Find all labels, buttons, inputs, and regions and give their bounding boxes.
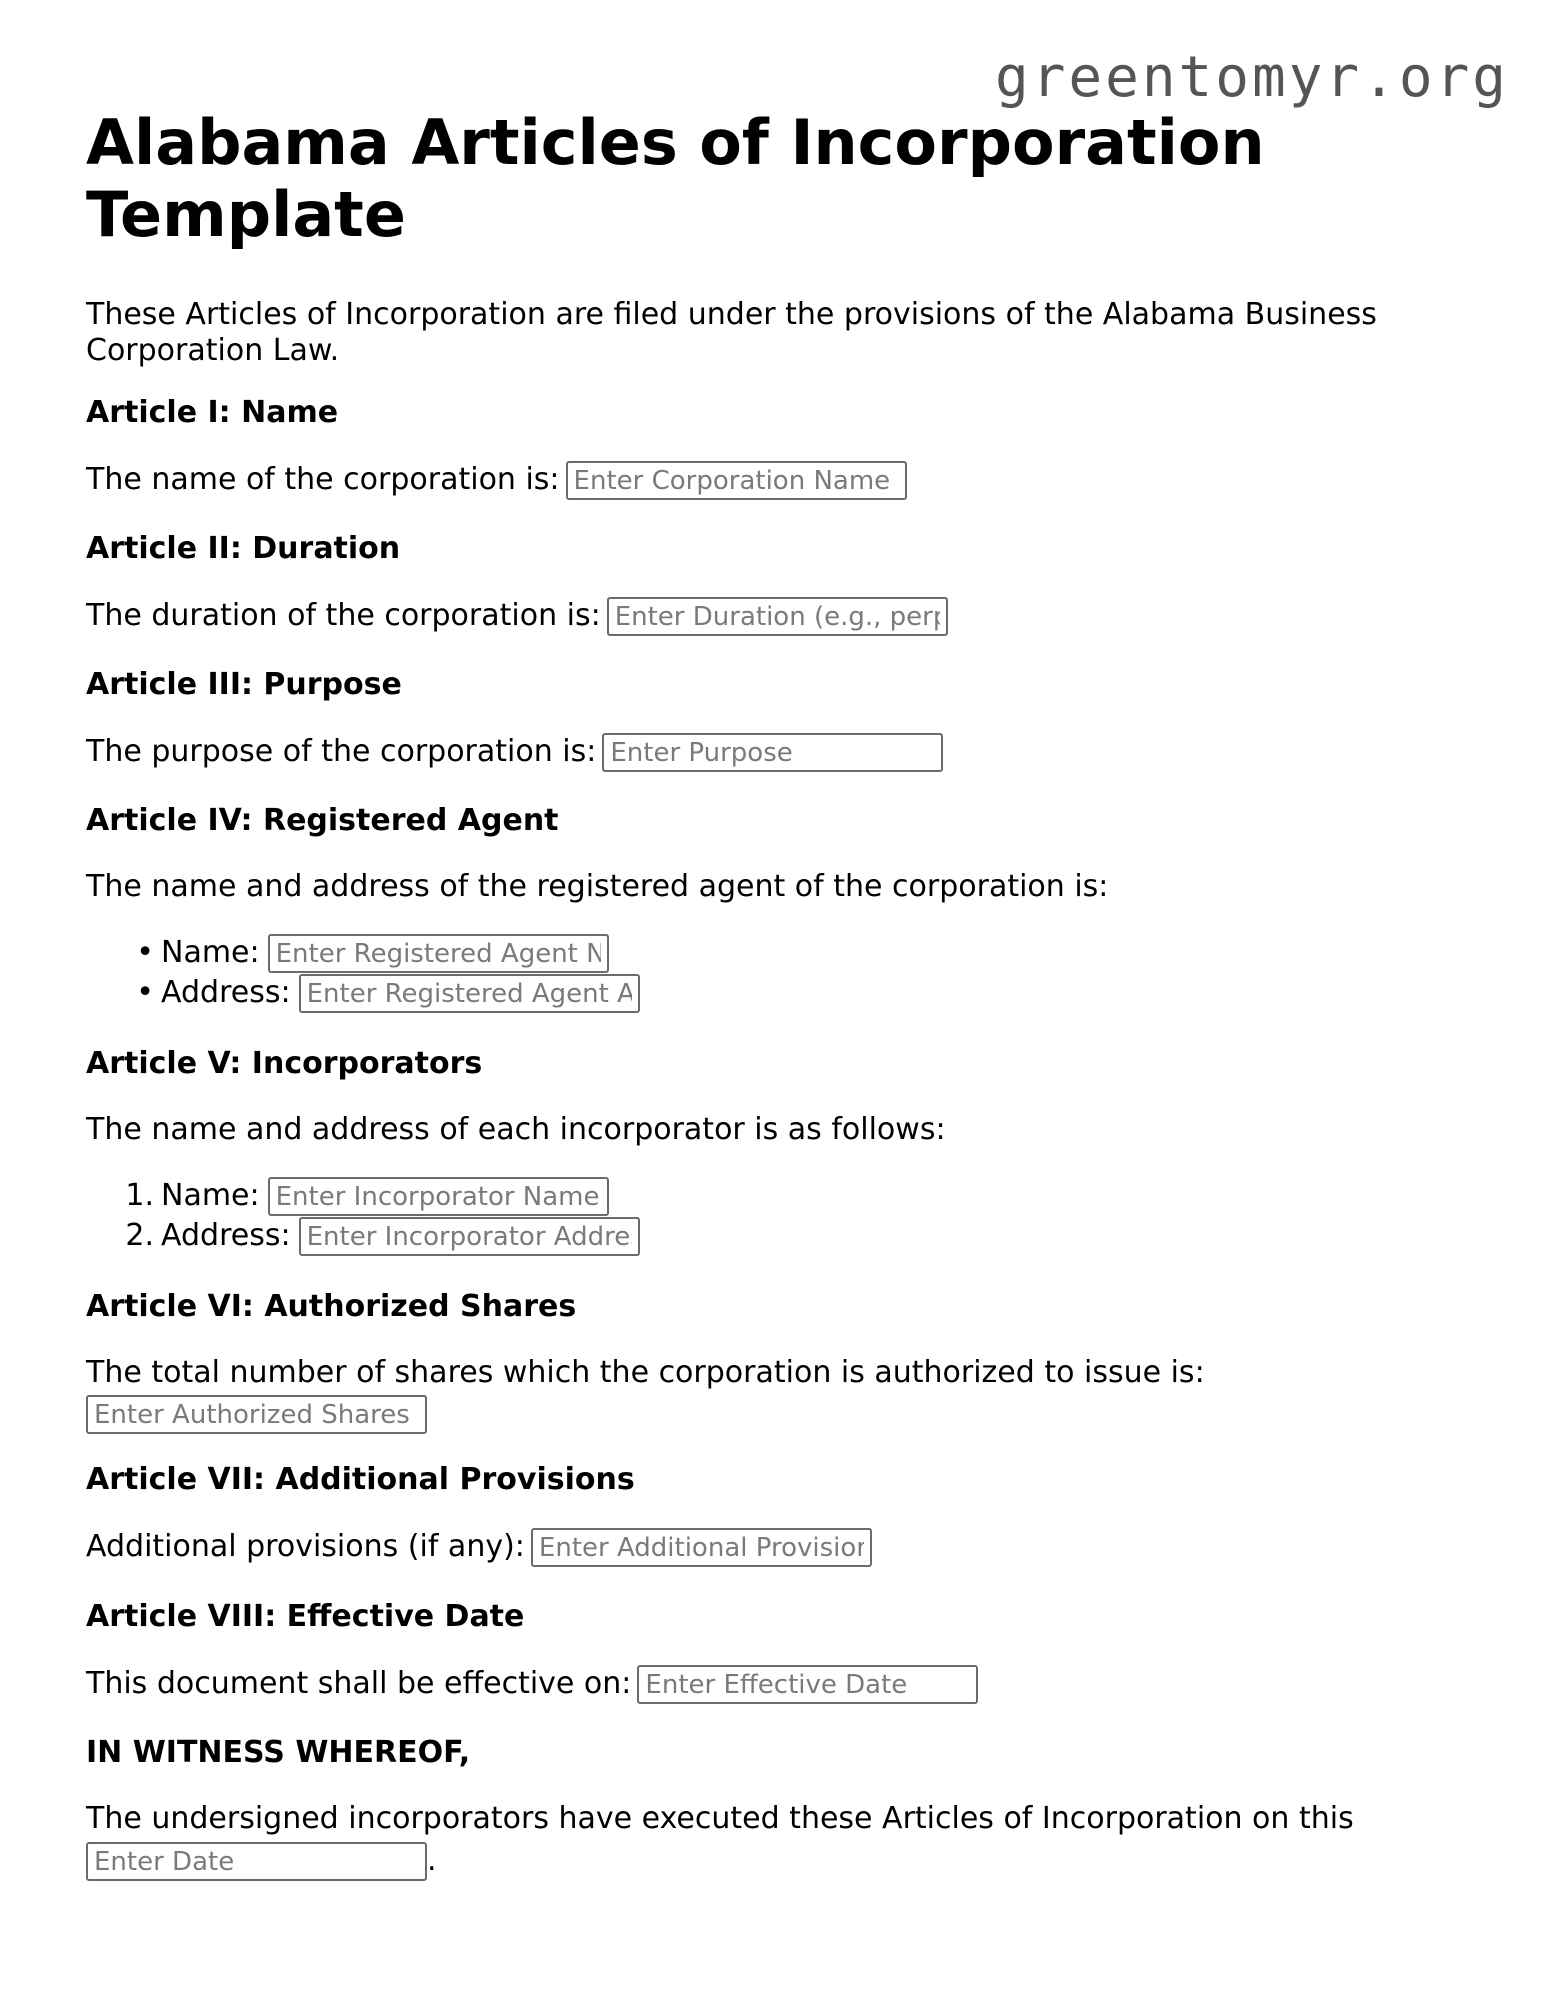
document bbox=[86, 106, 1506, 1878]
article-provisions-heading: Article VII: Additional Provisions bbox=[86, 1462, 635, 1497]
article-duration-heading: Article II: Duration bbox=[86, 531, 401, 566]
purpose-input[interactable] bbox=[602, 733, 943, 772]
article-purpose-text: The purpose of the corporation is: bbox=[86, 734, 597, 769]
watermark: greentomyr.org bbox=[994, 45, 1509, 110]
incorporators-list bbox=[86, 1176, 640, 1256]
number-marker: 1. bbox=[125, 1178, 154, 1213]
witness-text: The undersigned incorporators have executed these Articles of Incorporation on this bbox=[86, 1801, 1354, 1836]
article-effective-text: This document shall be effective on: bbox=[86, 1666, 632, 1701]
agent-address-input[interactable] bbox=[299, 974, 640, 1013]
authorized-shares-input[interactable] bbox=[86, 1395, 427, 1434]
corporation-name-input[interactable] bbox=[566, 461, 907, 500]
article-agent-heading: Article IV: Registered Agent bbox=[86, 803, 559, 838]
effective-date-input[interactable] bbox=[637, 1665, 978, 1704]
list-item bbox=[86, 1216, 640, 1256]
article-incorporators-heading: Article V: Incorporators bbox=[86, 1046, 483, 1081]
article-effective-heading: Article VIII: Effective Date bbox=[86, 1599, 525, 1634]
incorporator-name-input[interactable] bbox=[268, 1177, 609, 1216]
article-provisions-text: Additional provisions (if any): bbox=[86, 1529, 525, 1564]
witness-date-input[interactable] bbox=[86, 1842, 427, 1881]
article-purpose-heading: Article III: Purpose bbox=[86, 667, 402, 702]
number-marker: 2. bbox=[125, 1218, 154, 1253]
agent-list bbox=[86, 933, 640, 1013]
list-item bbox=[86, 1176, 640, 1216]
article-name-text: The name of the corporation is: bbox=[86, 462, 560, 497]
article-name-paragraph bbox=[86, 461, 907, 500]
agent-name-label: Name: bbox=[161, 935, 260, 970]
intro-text: These Articles of Incorporation are filed under the provisions of the Alabama Business Corporation Law. bbox=[86, 297, 1377, 368]
article-agent-text: The name and address of the registered agent of the corporation is: bbox=[86, 869, 1109, 904]
additional-provisions-input[interactable] bbox=[531, 1528, 872, 1567]
incorporator-address-input[interactable] bbox=[299, 1217, 640, 1256]
bullet-marker: • bbox=[136, 975, 154, 1010]
list-item bbox=[86, 973, 640, 1013]
article-duration-paragraph bbox=[86, 597, 948, 636]
agent-address-label: Address: bbox=[161, 975, 291, 1010]
article-name-heading: Article I: Name bbox=[86, 395, 339, 430]
witness-date-row bbox=[86, 1841, 437, 1881]
article-duration-text: The duration of the corporation is: bbox=[86, 598, 601, 633]
incorporator-address-label: Address: bbox=[161, 1218, 291, 1253]
article-shares-heading: Article VI: Authorized Shares bbox=[86, 1289, 577, 1324]
article-shares-text: The total number of shares which the corporation is authorized to issue is: bbox=[86, 1355, 1205, 1390]
article-purpose-paragraph bbox=[86, 733, 943, 772]
shares-field-row bbox=[86, 1395, 427, 1434]
bullet-marker: • bbox=[136, 935, 154, 970]
incorporator-name-label: Name: bbox=[161, 1178, 260, 1213]
duration-input[interactable] bbox=[607, 597, 948, 636]
article-incorporators-text: The name and address of each incorporator is as follows: bbox=[86, 1112, 946, 1147]
witness-heading: IN WITNESS WHEREOF, bbox=[86, 1735, 471, 1770]
list-item bbox=[86, 933, 640, 973]
page-title: Alabama Articles of Incorporation Template bbox=[86, 106, 1265, 251]
article-provisions-paragraph bbox=[86, 1528, 872, 1567]
agent-name-input[interactable] bbox=[268, 934, 609, 973]
article-effective-paragraph bbox=[86, 1665, 978, 1704]
witness-trailing-period: . bbox=[427, 1843, 437, 1878]
